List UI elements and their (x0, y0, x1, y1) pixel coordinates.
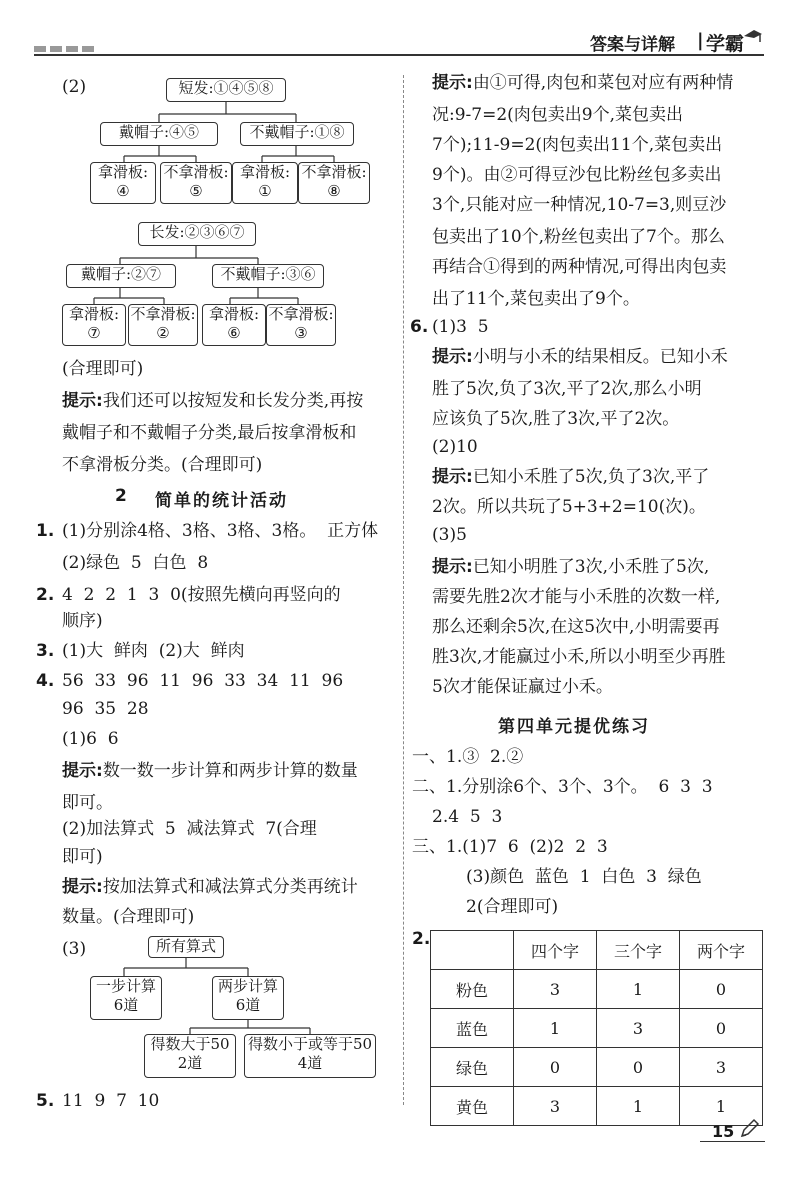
tip-line: 即可。 (62, 793, 113, 813)
note: (合理即可) (62, 359, 144, 379)
table-cell: 3 (514, 1087, 597, 1126)
table-cell: 3 (680, 1048, 763, 1087)
answer-line: 96 35 28 (62, 699, 149, 719)
tip-paragraph: 提示:由①可得,肉包和菜包对应有两种情 (432, 73, 734, 93)
answer-line: 11 9 7 10 (62, 1091, 160, 1111)
tree-node-nohat: 不戴帽子:③⑥ (212, 264, 324, 288)
table-row (431, 1048, 763, 1087)
table-row (431, 970, 763, 1009)
table-cell: 0 (514, 1048, 597, 1087)
question-number: 2. (412, 929, 431, 949)
tree2-root: 所有算式 (148, 936, 224, 958)
answer-line: (1)大 鲜肉 (2)大 鲜肉 (62, 641, 245, 661)
answer-line: 2.4 5 3 (432, 807, 503, 827)
tip-line: 出了11个,菜包卖出了9个。 (432, 289, 640, 309)
tip-line: 数量。(合理即可) (62, 907, 195, 927)
answer-line: (2)10 (432, 437, 478, 457)
tip-paragraph: 提示:小明与小禾的结果相反。已知小禾 (432, 347, 728, 367)
section-number: 2 (115, 486, 127, 506)
tip-line: 再结合①得到的两种情况,可得出肉包卖 (432, 257, 727, 277)
header-brand: 学霸 (706, 33, 745, 55)
answer-line: (1)3 5 (432, 317, 489, 337)
table-cell: 1 (514, 1009, 597, 1048)
table-cell: 1 (680, 1087, 763, 1126)
table-cell: 粉色 (431, 970, 514, 1009)
tree-leaf: 拿滑板: ① (232, 162, 298, 204)
tree-leaf: 不拿滑板: ③ (266, 304, 336, 346)
tip-paragraph: 提示:按加法算式和减法算式分类再统计 (62, 877, 358, 897)
tip-line: 2次。所以共玩了5+3+2=10(次)。 (432, 497, 706, 517)
unit-title: 第四单元提优练习 (498, 717, 650, 737)
tip-line: 包卖出了10个,粉丝包卖出了7个。那么 (432, 227, 725, 247)
stats-table (430, 930, 763, 1126)
tree-leaf: 不拿滑板: ② (128, 304, 198, 346)
tip-line: 9个)。由②可得豆沙包比粉丝包多卖出 (432, 165, 722, 185)
table-cell: 3 (597, 1009, 680, 1048)
answer-line: 即可) (62, 847, 103, 867)
tree-leaf: 不拿滑板: ⑧ (298, 162, 370, 204)
header-title: 答案与详解 (590, 35, 675, 55)
tree2-leaf: 得数小于或等于50 4道 (244, 1034, 376, 1078)
tree-leaf: 拿滑板: ④ (90, 162, 156, 204)
section-title: 简单的统计活动 (155, 491, 288, 511)
tip-line: 应该负了5次,胜了3次,平了2次。 (432, 409, 680, 429)
tip-paragraph: 提示:数一数一步计算和两步计算的数量 (62, 761, 358, 781)
tip-paragraph: 提示:已知小禾胜了5次,负了3次,平了 (432, 467, 710, 487)
tree-node-nohat: 不戴帽子:①⑧ (240, 122, 354, 146)
tip-line: 戴帽子和不戴帽子分类,最后按拿滑板和 (62, 423, 357, 443)
table-cell: 蓝色 (431, 1009, 514, 1048)
tree-node-long-hair: 长发:②③⑥⑦ (138, 222, 256, 246)
tip-paragraph: 提示:已知小明胜了3次,小禾胜了5次, (432, 557, 710, 577)
table-cell: 1 (597, 970, 680, 1009)
answer-line: (1)分别涂4格、3格、3格、3格。 正方体 (62, 521, 379, 541)
table-row (431, 1087, 763, 1126)
table-cell: 0 (680, 970, 763, 1009)
pencil-icon (738, 1118, 760, 1140)
question-number: 2. (36, 585, 55, 605)
page-number-rule (700, 1141, 765, 1142)
tree-node-short-hair: 短发:①④⑤⑧ (166, 78, 286, 102)
table-cell: 3 (514, 970, 597, 1009)
answer-line: 2(合理即可) (466, 897, 559, 917)
answer-line: 56 33 96 11 96 33 34 11 96 (62, 671, 344, 691)
question-number: 4. (36, 671, 55, 691)
tip-line: 3个,只能对应一种情况,10-7=3,则豆沙 (432, 195, 727, 215)
question-number: 6. (410, 317, 429, 337)
answer-line: (3)颜色 蓝色 1 白色 3 绿色 (466, 867, 702, 887)
tip-line: 不拿滑板分类。(合理即可) (62, 455, 263, 475)
question-number: 3. (36, 641, 55, 661)
page-number: 15 (712, 1122, 735, 1141)
answer-line: (2)加法算式 5 减法算式 7(合理 (62, 819, 317, 839)
tip-line: 5次才能保证赢过小禾。 (432, 677, 613, 697)
question-number: 1. (36, 521, 55, 541)
table-cell: 0 (680, 1009, 763, 1048)
tree2-node: 两步计算 6道 (212, 976, 284, 1020)
table-cell: 0 (597, 1048, 680, 1087)
tree-leaf: 不拿滑板: ⑤ (160, 162, 232, 204)
tip-line: 胜了5次,负了3次,平了2次,那么小明 (432, 379, 702, 399)
tip-line: 胜3次,才能赢过小禾,所以小明至少再胜 (432, 647, 726, 667)
header-separator: | (697, 30, 704, 51)
answer-line: (3) (62, 939, 87, 959)
table-cell: 1 (597, 1087, 680, 1126)
tree2-leaf: 得数大于50 2道 (144, 1034, 236, 1078)
table-cell: 绿色 (431, 1048, 514, 1087)
answer-line: (3)5 (432, 525, 467, 545)
tip-line: 那么还剩余5次,在这5次中,小明需要再 (432, 617, 720, 637)
table-header-row (431, 931, 763, 970)
answer-line: 三、1.(1)7 6 (2)2 2 3 (412, 837, 608, 857)
tree-node-hat: 戴帽子:②⑦ (66, 264, 176, 288)
answer-line: 顺序) (62, 611, 103, 631)
question-number: 5. (36, 1091, 55, 1111)
table-row (431, 1009, 763, 1048)
tip-line: 况:9-7=2(肉包卖出9个,菜包卖出 (432, 105, 684, 125)
tree-leaf: 拿滑板: ⑦ (62, 304, 126, 346)
answer-line: (2)绿色 5 白色 8 (62, 553, 209, 573)
tree2-node: 一步计算 6道 (90, 976, 162, 1020)
tree-node-hat: 戴帽子:④⑤ (100, 122, 218, 146)
table-header-cell: 三个字 (597, 931, 680, 970)
answer-line: (1)6 6 (62, 729, 119, 749)
tree-leaf: 拿滑板: ⑥ (202, 304, 266, 346)
tip-line: 需要先胜2次才能与小禾胜的次数一样, (432, 587, 721, 607)
answer-line: 4 2 2 1 3 0(按照先横向再竖向的 (62, 585, 341, 605)
tip-line: 7个);11-9=2(肉包卖出11个,菜包卖出 (432, 135, 723, 155)
tip-paragraph: 提示:我们还可以按短发和长发分类,再按 (62, 391, 364, 411)
answer-line: 一、1.③ 2.② (412, 747, 524, 767)
table-header-cell: 两个字 (680, 931, 763, 970)
table-cell: 黄色 (431, 1087, 514, 1126)
table-header-cell (431, 931, 514, 970)
table-header-cell: 四个字 (514, 931, 597, 970)
tree-label: (2) (62, 77, 87, 97)
answer-line: 二、1.分别涂6个、3个、3个。 6 3 3 (412, 777, 713, 797)
